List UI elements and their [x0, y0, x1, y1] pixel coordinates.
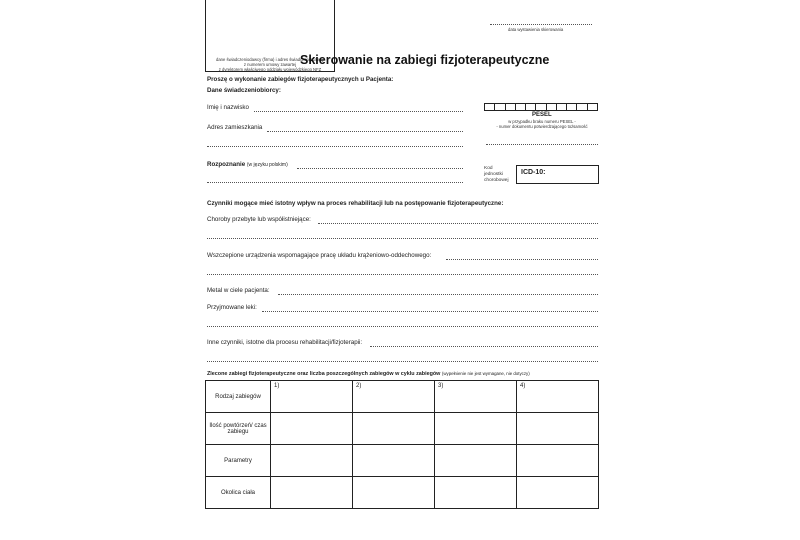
implants-field[interactable] [446, 259, 598, 260]
comorbidities-label: Choroby przebyte lub współistniejące: [207, 216, 311, 223]
table-cell[interactable] [517, 413, 599, 445]
pesel-digit-boxes[interactable] [484, 103, 598, 111]
name-label: Imię i nazwisko [207, 104, 249, 111]
address-label: Adres zamieszkania [207, 124, 263, 131]
pesel-note [484, 119, 600, 129]
table-cell[interactable] [517, 477, 599, 509]
metal-field[interactable] [278, 294, 598, 295]
disease-code-line: Kod [484, 166, 493, 171]
row-label-body-area: Okolica ciała [206, 477, 271, 509]
table-row [206, 381, 599, 413]
disease-code-label [484, 166, 509, 184]
comorbidities-field-line-2[interactable] [207, 238, 598, 239]
diagnosis-field-line-2[interactable] [207, 182, 463, 183]
implants-label: Wszczepione urządzenia wspomagające pracę układu krążeniowo-oddechowego: [207, 252, 432, 259]
row-label-treatment-type: Rodzaj zabiegów [206, 381, 271, 413]
intro-text: Proszę o wykonanie zabiegów fizjoterapeutycznych u Pacjenta: [207, 76, 394, 83]
form-title: Skierowanie na zabiegi fizjoterapeutyczne [300, 53, 550, 67]
issue-date-field[interactable] [490, 24, 592, 25]
other-factors-label: Inne czynniki, istotne dla procesu rehabilitacji/fizjoterapii: [207, 339, 363, 346]
table-cell[interactable]: 4) [517, 381, 599, 413]
implants-field-line-2[interactable] [207, 274, 598, 275]
table-row [206, 445, 599, 477]
table-cell[interactable]: 1) [271, 381, 353, 413]
table-cell[interactable] [353, 445, 435, 477]
disease-code-line: chorobowej [484, 178, 509, 183]
table-cell[interactable]: 2) [353, 381, 435, 413]
table-cell[interactable] [353, 477, 435, 509]
diagnosis-field[interactable] [297, 168, 463, 169]
medications-label: Przyjmowane leki: [207, 304, 257, 311]
pesel-note-line: w przypadku braku numeru PESEL - [508, 119, 576, 124]
table-cell[interactable] [435, 413, 517, 445]
medications-field-line-2[interactable] [207, 326, 598, 327]
comorbidities-field[interactable] [318, 223, 598, 224]
recipient-section-heading: Dane świadczeniobiorcy: [207, 87, 281, 94]
row-label-repetitions: Ilość powtórzeń/ czas zabiegu [206, 413, 271, 445]
table-cell[interactable] [435, 477, 517, 509]
issue-date-caption: data wystawienia skierowania [508, 27, 564, 32]
other-factors-field[interactable] [370, 346, 598, 347]
treatments-table-caption: Zlecone zabiegi fizjoterapeutyczne oraz liczba poszczególnych zabiegów w cyklu zabiegów (wypełnienie nie jest wymagane, nie dotyczy) [207, 371, 530, 377]
icd10-label: ICD-10: [521, 169, 546, 176]
table-cell[interactable] [271, 477, 353, 509]
disease-code-line: jednostki [484, 172, 503, 177]
stamp-caption-line: z numerem umowy zawartej [243, 62, 297, 67]
address-field-line-2[interactable] [207, 146, 463, 147]
metal-label: Metal w ciele pacjenta: [207, 287, 270, 294]
table-cell[interactable] [271, 445, 353, 477]
pesel-document-field[interactable] [486, 144, 598, 145]
table-row [206, 413, 599, 445]
address-field[interactable] [267, 131, 463, 132]
treatments-table [205, 380, 599, 509]
stamp-caption-line: dane świadczeniodawcy (firma) i adres świadczeniodawcy [216, 57, 324, 62]
table-cell[interactable] [271, 413, 353, 445]
treatments-table-note: (wypełnienie nie jest wymagane, nie dotyczy) [441, 371, 530, 376]
table-cell[interactable] [517, 445, 599, 477]
pesel-note-line: - numer dokumentu potwierdzającego tożsamość [496, 124, 588, 129]
table-cell[interactable] [435, 445, 517, 477]
table-cell[interactable] [353, 413, 435, 445]
diagnosis-label: Rozpoznanie (w języku polskim) [207, 161, 288, 168]
row-label-parameters: Parametry [206, 445, 271, 477]
factors-heading: Czynniki mogące mieć istotny wpływ na proces rehabilitacji lub na postępowanie fizjoterapeutyczne: [207, 200, 504, 207]
stamp-caption-line: z dyrektorem właściwego oddziału wojewódzkiego NFZ [218, 67, 322, 72]
icd10-field[interactable] [516, 165, 599, 184]
other-factors-field-line-2[interactable] [207, 361, 598, 362]
diagnosis-hint: (w języku polskim) [246, 162, 288, 168]
table-row [206, 477, 599, 509]
table-cell[interactable]: 3) [435, 381, 517, 413]
pesel-label: PESEL [532, 112, 552, 118]
name-field[interactable] [254, 111, 463, 112]
medications-field[interactable] [262, 311, 598, 312]
